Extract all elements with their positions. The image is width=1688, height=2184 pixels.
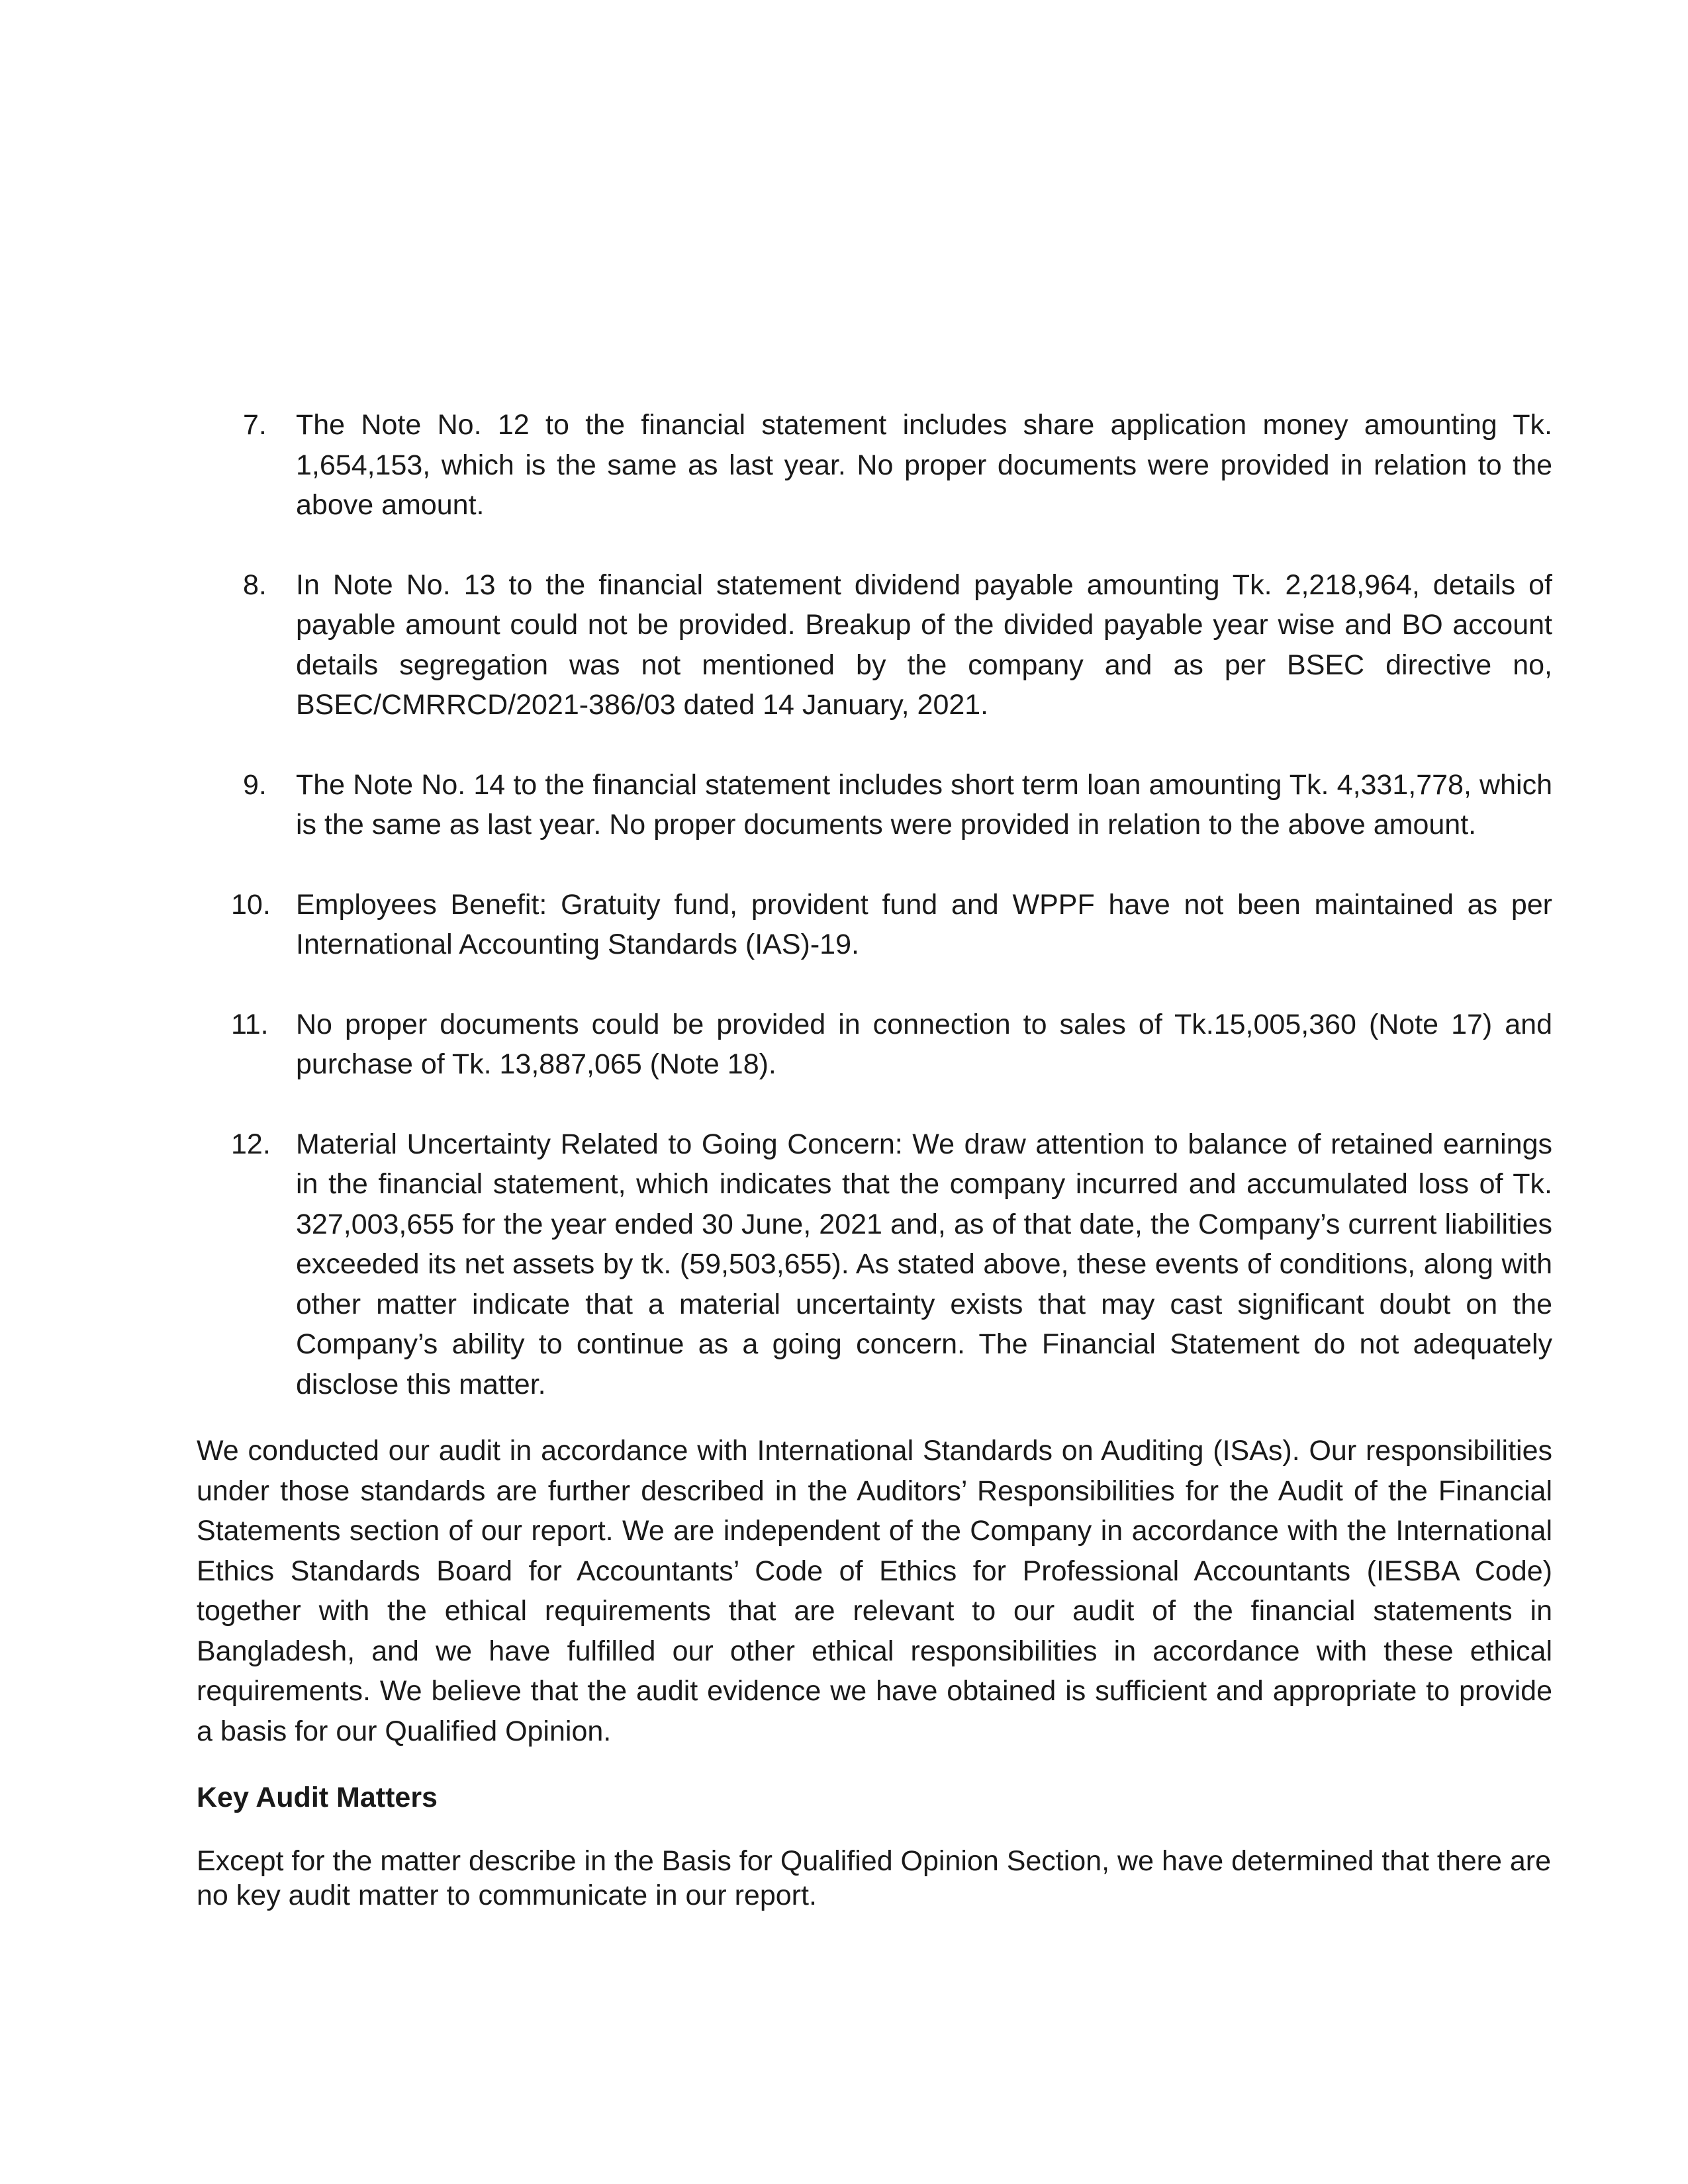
list-item-text: In Note No. 13 to the financial statement dividend payable amounting Tk. 2,218,964, details of payable amount could not be provided. Breakup of the divided payable year wise and BO account details segregation was not mentioned by the company and as per BSEC directive no, BSEC/CMRRCD/2021-386/03 dated 14 January, 2021. [296,569,1552,721]
list-item-text: No proper documents could be provided in connection to sales of Tk.15,005,360 (Note 17) and purchase of Tk. 13,887,065 (Note 18). [296,1008,1552,1080]
list-item-number: 11. [231,1008,269,1040]
key-audit-matters-heading: Key Audit Matters [197,1782,438,1813]
list-item-number: 7. [243,409,267,441]
list-item [197,1005,1552,1085]
qualification-list [197,405,1552,1404]
document-content [197,405,1552,1913]
key-audit-matters-text: Except for the matter describe in the Basis for Qualified Opinion Section, we have determined that there are no key audit matter to communicate in our report. [197,1845,1551,1911]
list-item [197,885,1552,965]
list-item-number: 10. [231,888,271,921]
list-item-text: The Note No. 12 to the financial statement includes share application money amounting Tk. 1,654,153, which is the same as last year. No proper documents were provided in relation to the above amount. [296,409,1552,521]
list-item [197,405,1552,525]
basis-paragraph: We conducted our audit in accordance with International Standards on Auditing (ISAs). Our responsibilities under those standards are further described in the Auditors’ Responsibilities for the Audit of the Financial Statements section of our report. We are independent of the Company in accordance with the International Ethics Standards Board for Accountants’ Code of Ethics for Professional Accountants (IESBA Code) together with the ethical requirements that are relevant to our audit of the financial statements in Bangladesh, and we have fulfilled our other ethical responsibilities in accordance with these ethical requirements. We believe that the audit evidence we have obtained is sufficient and appropriate to provide a basis for our Qualified Opinion. [197,1435,1552,1747]
list-item [197,765,1552,845]
list-item-text: Employees Benefit: Gratuity fund, provident fund and WPPF have not been maintained as per International Accounting Standards (IAS)-19. [296,888,1552,960]
list-item [197,1124,1552,1405]
list-item-number: 12. [231,1128,271,1160]
list-item-number: 9. [243,768,267,801]
list-item-number: 8. [243,569,267,601]
list-item-text: Material Uncertainty Related to Going Concern: We draw attention to balance of retained earnings in the financial statement, which indicates that the company incurred and accumulated loss of Tk. 327,003,655 for the year ended 30 June, 2021 and, as of that date, the Company’s current liabilities exceeded its net assets by tk. (59,503,655). As stated above, these events of conditions, along with other matter indicate that a material uncertainty exists that may cast significant doubt on the Company’s ability to continue as a going concern. The Financial Statement do not adequately disclose this matter. [296,1128,1552,1400]
list-item [197,565,1552,725]
list-item-text: The Note No. 14 to the financial statement includes short term loan amounting Tk. 4,331,778, which is the same as last year. No proper documents were provided in relation to the above amount. [296,768,1552,841]
